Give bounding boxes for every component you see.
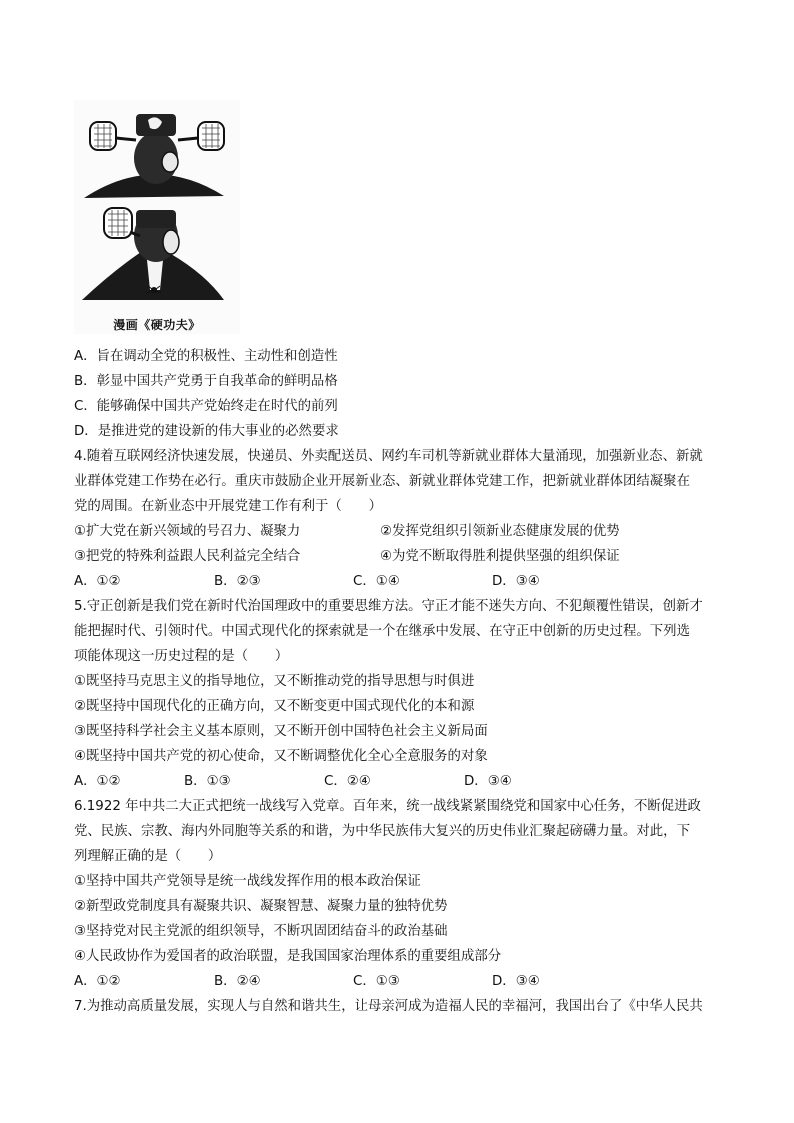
q5-stem-3: 项能体现这一历史过程的是（ ） xyxy=(74,649,289,664)
cartoon-figure xyxy=(74,100,240,334)
q6-statement-2: ②新型政党制度具有凝聚共识、凝聚智慧、凝聚力量的独特优势 xyxy=(74,899,448,914)
q5-statement-2: ②既坚持中国现代化的正确方向，又不断变更中国式现代化的本和源 xyxy=(74,699,475,714)
q6-statement-4: ④人民政协作为爱国者的政治联盟，是我国国家治理体系的重要组成部分 xyxy=(74,949,502,964)
q4-statement-4: ④为党不断取得胜利提供坚强的组织保证 xyxy=(380,549,620,564)
q5-statement-1: ①既坚持马克思主义的指导地位，又不断推动党的指导思想与时俱进 xyxy=(74,674,475,689)
face-top xyxy=(162,152,178,172)
hat-bottom xyxy=(136,210,176,228)
q6-stem-3: 列理解正确的是（ ） xyxy=(74,849,222,864)
q4-choice-b: B．②③ xyxy=(214,574,261,589)
figure-caption: 漫画《硬功夫》 xyxy=(113,318,201,332)
q4-statement-3: ③把党的特殊利益跟人民利益完全结合 xyxy=(74,549,301,564)
q4-choice-a: A．①② xyxy=(74,574,121,589)
q5-choice-b: B．①③ xyxy=(184,774,231,789)
cartoon-illustration xyxy=(74,100,240,314)
q4-stem-1: 4.随着互联网经济快速发展，快递员、外卖配送员、网约车司机等新就业群体大量涌现，加强新业态、新就 xyxy=(74,449,703,464)
q3-option-a: A．旨在调动全党的积极性、主动性和创造性 xyxy=(74,349,338,364)
q6-choice-c: C．①③ xyxy=(353,974,400,989)
q5-statement-3: ③既坚持科学社会主义基本原则，又不断开创中国特色社会主义新局面 xyxy=(74,724,488,739)
q3-option-d: D．是推进党的建设新的伟大事业的必然要求 xyxy=(74,424,339,439)
q6-choice-d: D．③④ xyxy=(492,974,540,989)
q6-choice-a: A．①② xyxy=(74,974,121,989)
q5-choice-a: A．①② xyxy=(74,774,121,789)
q5-stem-2: 能把握时代、引领时代。中国式现代化的探索就是一个在继承中发展、在守正中创新的历史过程。下列选 xyxy=(74,624,690,639)
q6-stem-2: 党、民族、宗教、海内外同胞等关系的和谐，为中华民族伟大复兴的历史伟业汇聚起磅礴力量。对此，下 xyxy=(74,824,690,839)
q6-statement-3: ③坚持党对民主党派的组织领导，不断巩固团结奋斗的政治基础 xyxy=(74,924,448,939)
q3-option-b: B．彰显中国共产党勇于自我革命的鲜明品格 xyxy=(74,374,338,389)
q5-choice-c: C．②④ xyxy=(324,774,371,789)
q5-stem-1: 5.守正创新是我们党在新时代治国理政中的重要思维方法。守正才能不迷失方向、不犯颠覆性错误，创新才 xyxy=(74,599,703,614)
fly-swatter-icon-bottom xyxy=(104,208,140,238)
q6-choice-b: B．②④ xyxy=(214,974,261,989)
q4-stem-3: 党的周围。在新业态中开展党建工作有利于（ ） xyxy=(74,499,382,514)
q6-statement-1: ①坚持中国共产党领导是统一战线发挥作用的根本政治保证 xyxy=(74,874,421,889)
q6-stem-1: 6.1922 年中共二大正式把统一战线写入党章。百年来，统一战线紧紧围绕党和国家中心任务，不断促进政 xyxy=(74,799,701,814)
q5-choice-d: D．③④ xyxy=(464,774,512,789)
fly-swatter-icon-right xyxy=(178,122,224,150)
q4-choice-c: C．①④ xyxy=(353,574,400,589)
q3-option-c: C．能够确保中国共产党始终走在时代的前列 xyxy=(74,399,338,414)
q7-stem-1: 7.为推动高质量发展，实现人与自然和谐共生，让母亲河成为造福人民的幸福河，我国出台了《中华人民共 xyxy=(74,999,703,1014)
fly-swatter-icon xyxy=(90,122,136,150)
q4-choice-d: D．③④ xyxy=(492,574,540,589)
q5-statement-4: ④既坚持中国共产党的初心使命，又不断调整优化全心全意服务的对象 xyxy=(74,749,488,764)
q4-stem-2: 业群体党建工作势在必行。重庆市鼓励企业开展新业态、新就业群体党建工作，把新就业群体团结凝聚在 xyxy=(74,474,690,489)
q4-statement-1: ①扩大党在新兴领域的号召力、凝聚力 xyxy=(74,524,301,539)
face-bottom xyxy=(163,230,179,254)
q4-statement-2: ②发挥党组织引领新业态健康发展的优势 xyxy=(380,524,620,539)
